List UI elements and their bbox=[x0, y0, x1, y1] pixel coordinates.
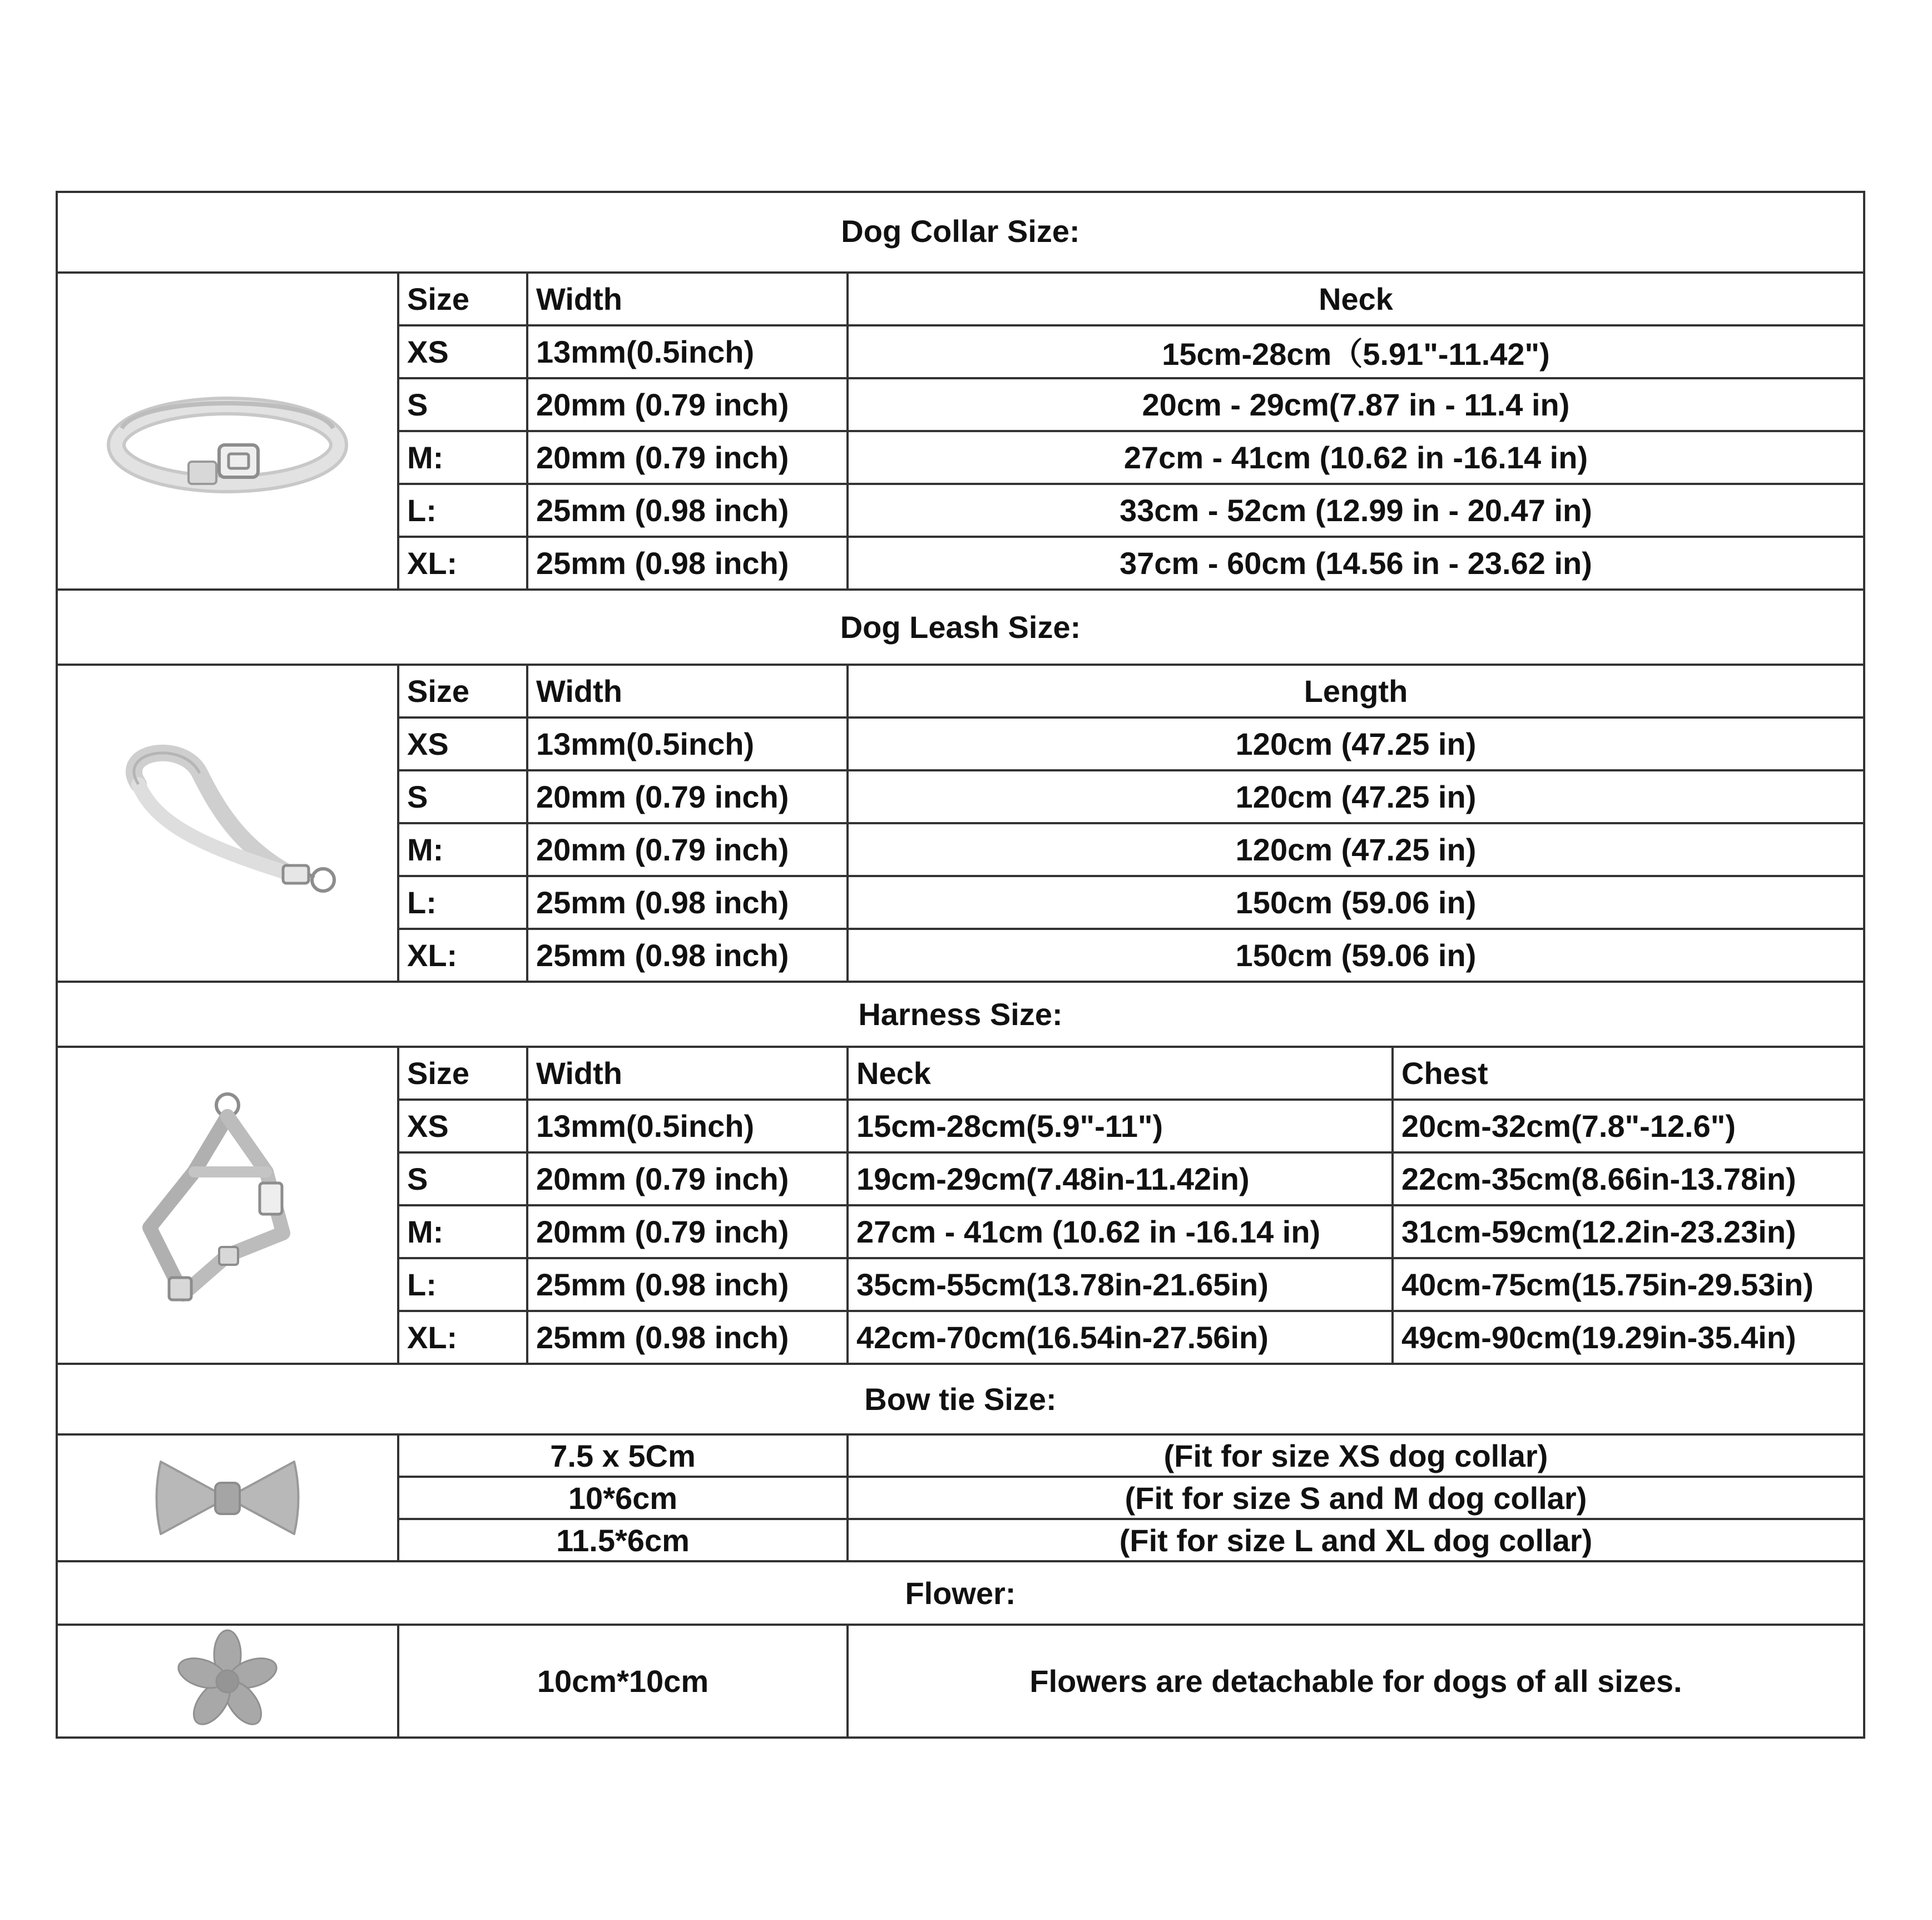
leash-row-width: 25mm (0.98 inch) bbox=[536, 938, 789, 973]
table-border-bottom bbox=[56, 1736, 1865, 1739]
leash-header-size: Size bbox=[407, 674, 470, 709]
collar-row-size: M: bbox=[407, 440, 444, 475]
leash-row-size: L: bbox=[407, 885, 437, 920]
bowtie-row-fit: (Fit for size L and XL dog collar) bbox=[1119, 1522, 1593, 1558]
collar-row-neck: 15cm-28cm（5.91"-11.42") bbox=[1162, 336, 1550, 372]
collar-section-title: Dog Collar Size: bbox=[841, 214, 1080, 249]
leash-row-size: XS bbox=[407, 726, 449, 761]
collar-row-width: 20mm (0.79 inch) bbox=[536, 387, 789, 422]
harness-row-size: L: bbox=[407, 1267, 437, 1302]
harness-row-chest: 20cm-32cm(7.8"-12.6") bbox=[1401, 1109, 1736, 1144]
bow-tie-icon bbox=[58, 1436, 397, 1560]
harness-header-size: Size bbox=[407, 1056, 470, 1091]
harness-row-width: 20mm (0.79 inch) bbox=[536, 1161, 789, 1196]
leash-section-title: Dog Leash Size: bbox=[840, 610, 1081, 645]
harness-section-title: Harness Size: bbox=[858, 997, 1063, 1032]
harness-header-neck: Neck bbox=[856, 1056, 931, 1091]
harness-row-neck: 35cm-55cm(13.78in-21.65in) bbox=[856, 1267, 1269, 1302]
collar-row-size: XS bbox=[407, 334, 449, 369]
collar-row-width: 25mm (0.98 inch) bbox=[536, 546, 789, 581]
collar-row-size: L: bbox=[407, 493, 437, 528]
collar-row-size: S bbox=[407, 387, 428, 422]
harness-row-neck: 15cm-28cm(5.9"-11") bbox=[856, 1109, 1163, 1144]
collar-row-width: 13mm(0.5inch) bbox=[536, 334, 755, 369]
harness-row-neck: 42cm-70cm(16.54in-27.56in) bbox=[856, 1320, 1269, 1355]
harness-row-chest: 31cm-59cm(12.2in-23.23in) bbox=[1401, 1214, 1796, 1249]
collar-row-width: 20mm (0.79 inch) bbox=[536, 440, 789, 475]
table-border-right bbox=[1863, 191, 1865, 1739]
dog-harness-icon bbox=[58, 1048, 397, 1363]
collar-header-size: Size bbox=[407, 281, 470, 316]
leash-row-width: 25mm (0.98 inch) bbox=[536, 885, 789, 920]
harness-header-width: Width bbox=[536, 1056, 622, 1091]
bowtie-row-size: 11.5*6cm bbox=[556, 1522, 690, 1558]
leash-row-length: 150cm (59.06 in) bbox=[1235, 938, 1477, 973]
collar-row-size: XL: bbox=[407, 546, 458, 581]
harness-row-size: S bbox=[407, 1161, 428, 1196]
harness-row-size: XS bbox=[407, 1109, 449, 1144]
harness-row-width: 25mm (0.98 inch) bbox=[536, 1267, 789, 1302]
harness-row-width: 20mm (0.79 inch) bbox=[536, 1214, 789, 1249]
leash-row-length: 120cm (47.25 in) bbox=[1235, 832, 1477, 867]
leash-row-width: 20mm (0.79 inch) bbox=[536, 832, 789, 867]
flower-note: Flowers are detachable for dogs of all sizes. bbox=[1029, 1664, 1682, 1699]
flower-section-title: Flower: bbox=[905, 1575, 1016, 1611]
bowtie-row-size: 7.5 x 5Cm bbox=[550, 1438, 696, 1473]
bowtie-row-fit: (Fit for size S and M dog collar) bbox=[1124, 1480, 1587, 1516]
harness-row-chest: 49cm-90cm(19.29in-35.4in) bbox=[1401, 1320, 1796, 1355]
flower-icon bbox=[58, 1626, 397, 1736]
leash-row-size: M: bbox=[407, 832, 444, 867]
size-chart bbox=[56, 191, 1865, 1739]
collar-row-neck: 37cm - 60cm (14.56 in - 23.62 in) bbox=[1119, 546, 1592, 581]
flower-size: 10cm*10cm bbox=[537, 1664, 709, 1699]
harness-row-width: 13mm(0.5inch) bbox=[536, 1109, 755, 1144]
leash-header-width: Width bbox=[536, 674, 622, 709]
collar-row-neck: 20cm - 29cm(7.87 in - 11.4 in) bbox=[1142, 387, 1570, 422]
leash-row-length: 150cm (59.06 in) bbox=[1235, 885, 1477, 920]
harness-row-chest: 40cm-75cm(15.75in-29.53in) bbox=[1401, 1267, 1814, 1302]
harness-row-size: M: bbox=[407, 1214, 444, 1249]
leash-row-length: 120cm (47.25 in) bbox=[1235, 779, 1477, 814]
harness-header-chest: Chest bbox=[1401, 1056, 1488, 1091]
leash-row-size: S bbox=[407, 779, 428, 814]
dog-leash-icon bbox=[58, 666, 397, 981]
leash-row-width: 13mm(0.5inch) bbox=[536, 726, 755, 761]
harness-row-chest: 22cm-35cm(8.66in-13.78in) bbox=[1401, 1161, 1796, 1196]
leash-row-length: 120cm (47.25 in) bbox=[1235, 726, 1477, 761]
leash-header-length: Length bbox=[1304, 674, 1408, 709]
collar-header-width: Width bbox=[536, 281, 622, 316]
collar-row-neck: 33cm - 52cm (12.99 in - 20.47 in) bbox=[1119, 493, 1592, 528]
leash-row-size: XL: bbox=[407, 938, 458, 973]
leash-row-width: 20mm (0.79 inch) bbox=[536, 779, 789, 814]
dog-collar-icon bbox=[58, 274, 397, 588]
collar-row-neck: 27cm - 41cm (10.62 in -16.14 in) bbox=[1123, 440, 1588, 475]
collar-row-width: 25mm (0.98 inch) bbox=[536, 493, 789, 528]
collar-header-neck: Neck bbox=[1319, 281, 1393, 316]
harness-row-width: 25mm (0.98 inch) bbox=[536, 1320, 789, 1355]
bowtie-row-fit: (Fit for size XS dog collar) bbox=[1163, 1438, 1548, 1473]
harness-row-neck: 27cm - 41cm (10.62 in -16.14 in) bbox=[856, 1214, 1321, 1249]
harness-row-neck: 19cm-29cm(7.48in-11.42in) bbox=[856, 1161, 1250, 1196]
bowtie-row-size: 10*6cm bbox=[568, 1480, 678, 1516]
bowtie-section-title: Bow tie Size: bbox=[864, 1382, 1057, 1417]
harness-row-size: XL: bbox=[407, 1320, 458, 1355]
